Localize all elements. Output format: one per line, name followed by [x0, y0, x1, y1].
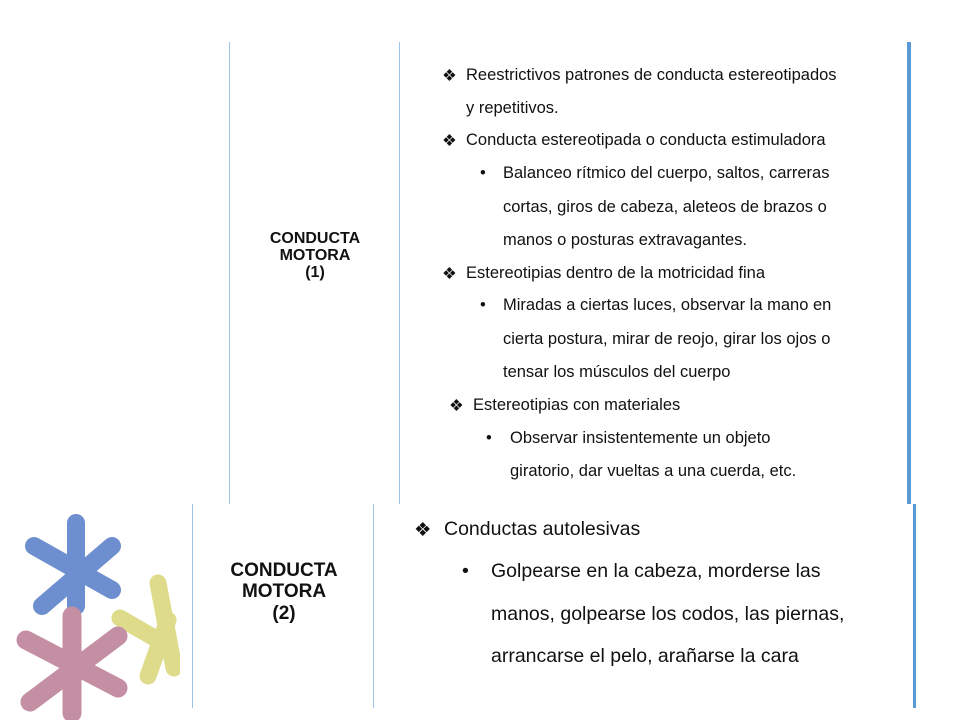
list-item-text: Estereotipias dentro de la motricidad fina [466, 264, 765, 282]
category-line: CONDUCTA [269, 230, 361, 247]
list-item-text: Balanceo rítmico del cuerpo, saltos, carreras [503, 164, 830, 182]
row2-divider [373, 504, 374, 708]
list-item-text: Estereotipias con materiales [473, 396, 681, 414]
list-item-text: arrancarse el pelo, arañarse la cara [491, 645, 799, 667]
diamond-bullet-icon: ❖ [442, 132, 457, 150]
row1-category-label [232, 231, 398, 281]
category-line: CONDUCTA [230, 560, 338, 581]
diamond-bullet-icon: ❖ [449, 397, 464, 415]
list-item-text: manos o posturas extravagantes. [503, 231, 747, 249]
dot-bullet-icon: • [480, 296, 486, 314]
row2-category-label [196, 560, 372, 624]
diamond-bullet-icon: ❖ [442, 265, 457, 283]
asterisk-logo-icon [0, 508, 180, 720]
list-item-text: y repetitivos. [466, 99, 559, 117]
category-line: (2) [272, 602, 296, 624]
list-item-text: Conductas autolesivas [444, 518, 641, 540]
category-line: MOTORA [241, 581, 327, 603]
row2-left-border [192, 504, 193, 708]
list-item-text: Reestrictivos patrones de conducta estereotipados [466, 66, 837, 84]
diamond-bullet-icon: ❖ [414, 519, 432, 541]
list-item-text: cierta postura, mirar de reojo, girar los ojos o [503, 330, 831, 348]
list-item-text: Conducta estereotipada o conducta estimuladora [466, 131, 826, 149]
list-item-text: manos, golpearse los codos, las piernas, [491, 603, 845, 625]
row2-right-border [913, 504, 916, 708]
list-item-text: giratorio, dar vueltas a una cuerda, etc. [510, 462, 797, 480]
list-item-text: Golpearse en la cabeza, morderse las [491, 560, 821, 582]
row1-right-border [907, 42, 911, 504]
dot-bullet-icon: • [462, 560, 469, 582]
list-item-text: Miradas a ciertas luces, observar la mano en [503, 296, 832, 314]
dot-bullet-icon: • [480, 164, 486, 182]
row1-left-border [229, 42, 230, 504]
list-item-text: cortas, giros de cabeza, aleteos de brazos o [503, 198, 827, 216]
diamond-bullet-icon: ❖ [442, 67, 457, 85]
list-item-text: Observar insistentemente un objeto [510, 429, 771, 447]
row1-divider [399, 42, 400, 504]
category-line: MOTORA [279, 246, 351, 264]
list-item-text: tensar los músculos del cuerpo [503, 363, 731, 381]
category-line: (1) [305, 263, 325, 281]
dot-bullet-icon: • [486, 429, 492, 447]
